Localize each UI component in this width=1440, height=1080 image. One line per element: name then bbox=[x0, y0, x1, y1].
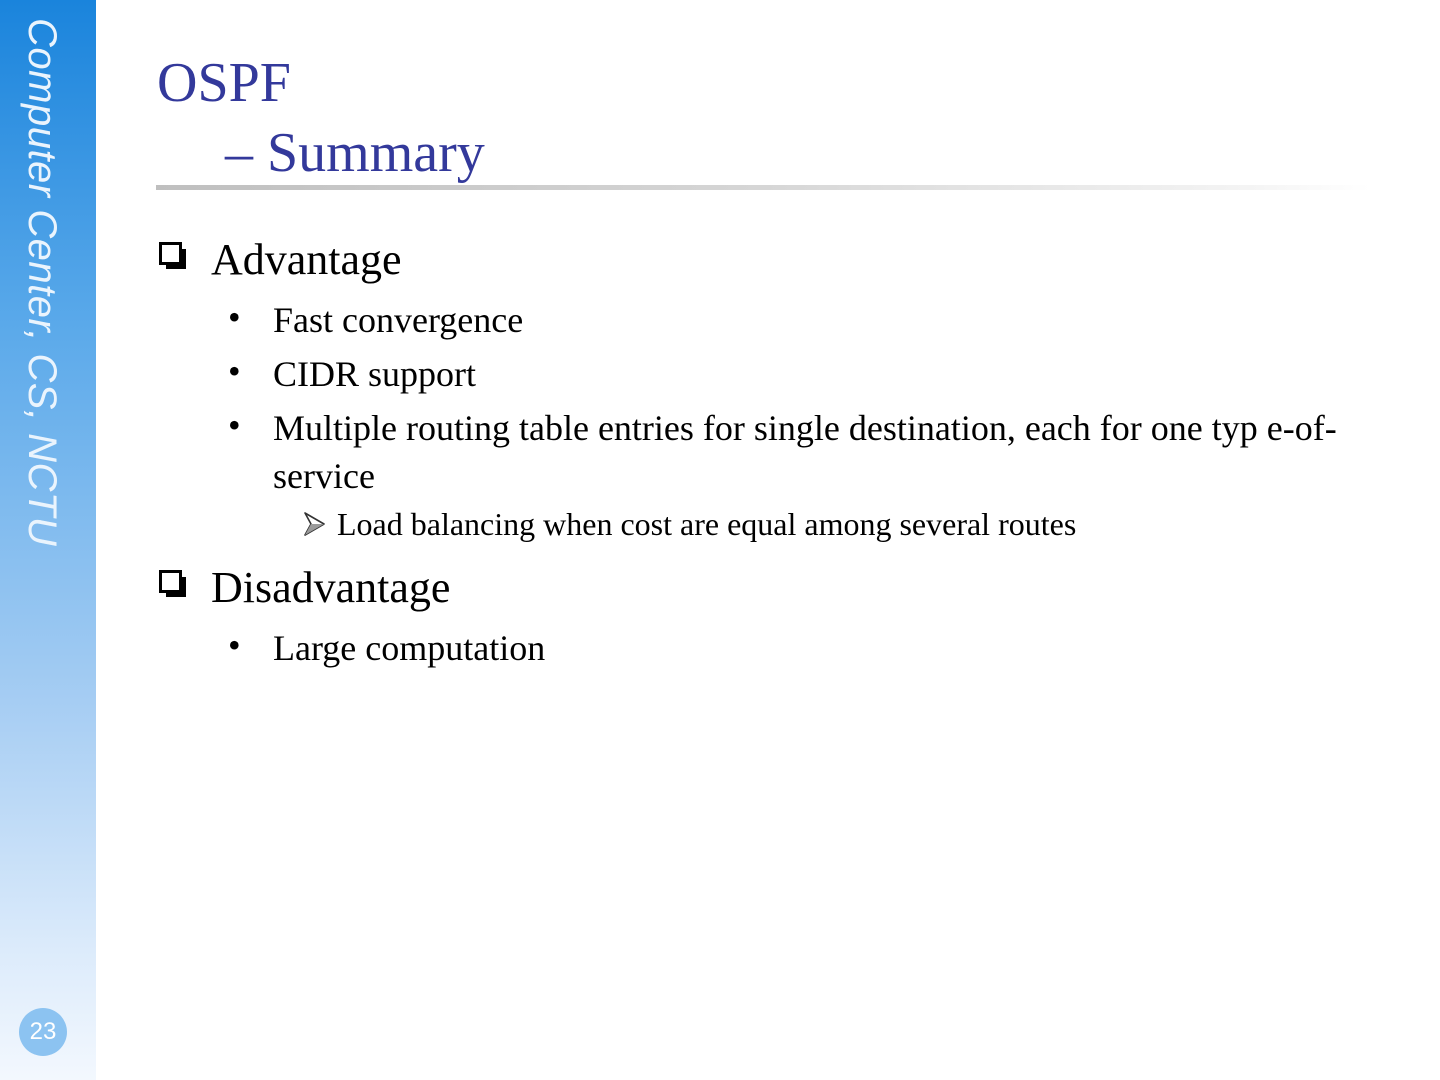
list-item bbox=[156, 296, 1386, 344]
list-item-text: Large computation bbox=[273, 628, 546, 668]
section-heading-label: Advantage bbox=[211, 235, 402, 284]
list-item-text: Fast convergence bbox=[273, 300, 524, 340]
sidebar-caption: Computer Center, CS, NCTU bbox=[20, 18, 64, 547]
title-dash: – bbox=[225, 122, 253, 184]
list-item-text: Multiple routing table entries for single destination, each for one typ e-of-service bbox=[273, 408, 1337, 496]
slide-title bbox=[157, 48, 485, 188]
checkbox-icon bbox=[159, 570, 187, 598]
bullet-dot-icon: • bbox=[228, 297, 241, 337]
bullet-dot-icon: • bbox=[228, 625, 241, 665]
section-heading-advantage bbox=[156, 230, 1386, 290]
list-item bbox=[156, 350, 1386, 398]
bullet-dot-icon: • bbox=[228, 351, 241, 391]
sub-list-item bbox=[156, 502, 1386, 546]
page-number-badge: 23 bbox=[19, 1008, 67, 1056]
checkbox-icon bbox=[159, 242, 187, 270]
list-item bbox=[156, 624, 1386, 672]
list-item-text: CIDR support bbox=[273, 354, 477, 394]
title-divider bbox=[156, 185, 1370, 190]
title-line-1: OSPF bbox=[157, 52, 291, 114]
section-heading-label: Disadvantage bbox=[211, 563, 451, 612]
title-line-2 bbox=[157, 118, 485, 188]
title-subtitle: Summary bbox=[267, 122, 485, 184]
bullet-dot-icon: • bbox=[228, 405, 241, 445]
sub-list-item-text: Load balancing when cost are equal among several routes bbox=[337, 506, 1077, 542]
sidebar bbox=[0, 0, 96, 1080]
arrowhead-icon bbox=[302, 512, 326, 536]
list-item bbox=[156, 404, 1386, 500]
section-heading-disadvantage bbox=[156, 558, 1386, 618]
slide-body bbox=[156, 230, 1386, 674]
